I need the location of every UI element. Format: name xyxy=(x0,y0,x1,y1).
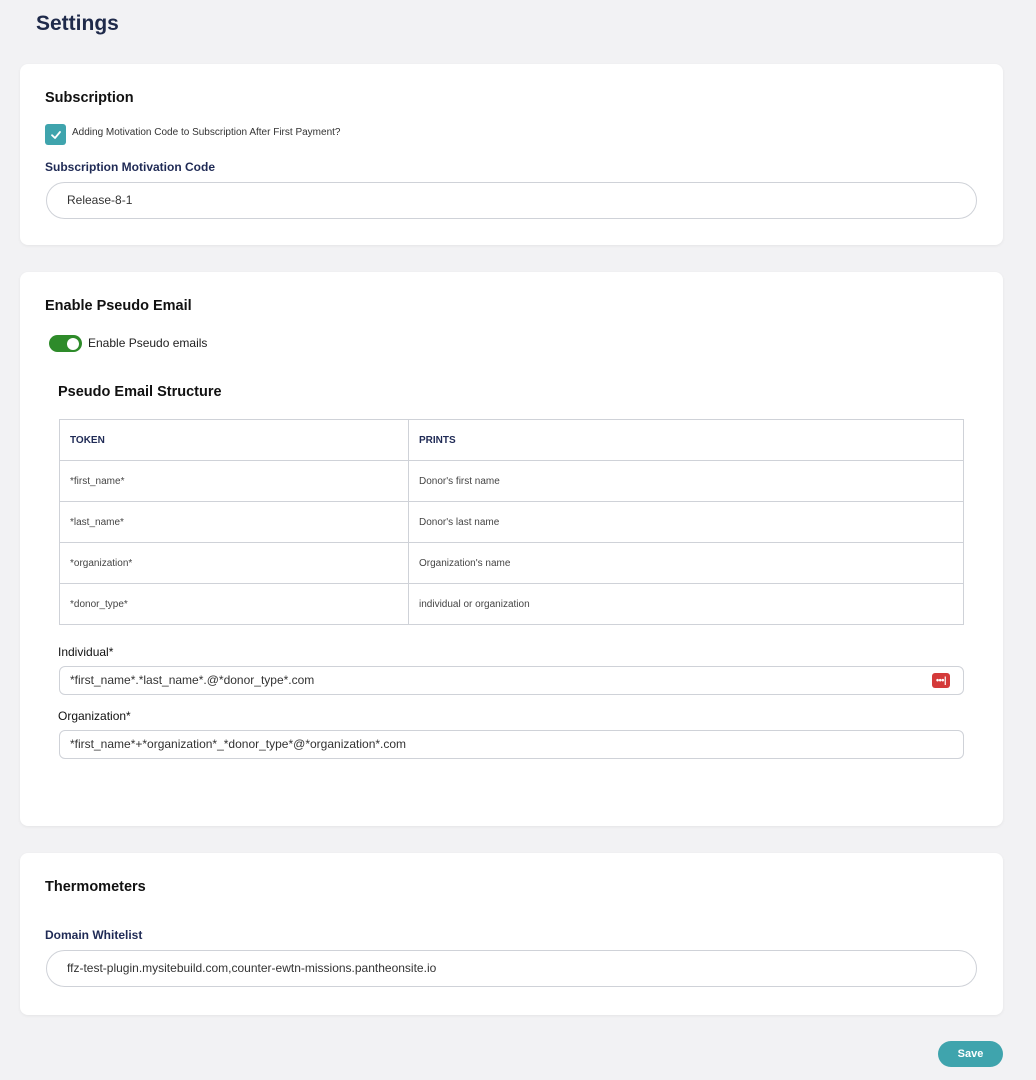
token-cell: *donor_type* xyxy=(60,584,409,625)
save-button[interactable]: Save xyxy=(938,1041,1003,1067)
prints-cell: Donor's last name xyxy=(409,502,964,543)
table-row xyxy=(60,584,964,625)
pseudo-email-structure-title: Pseudo Email Structure xyxy=(58,384,222,400)
motivation-code-label: Subscription Motivation Code xyxy=(45,160,215,174)
password-manager-icon[interactable]: •••| xyxy=(932,673,950,688)
pseudo-email-card xyxy=(20,272,1003,826)
pseudo-email-toggle[interactable] xyxy=(49,335,82,352)
table-header-prints: PRINTS xyxy=(409,420,964,461)
motivation-code-input[interactable]: Release-8-1 xyxy=(46,182,977,219)
table-row xyxy=(60,461,964,502)
checkmark-icon xyxy=(50,129,62,141)
table-header-token: TOKEN xyxy=(60,420,409,461)
token-cell: *last_name* xyxy=(60,502,409,543)
thermometers-title: Thermometers xyxy=(45,879,146,895)
individual-input-value: *first_name*.*last_name*.@*donor_type*.com xyxy=(70,673,315,687)
prints-cell: Donor's first name xyxy=(409,461,964,502)
motivation-code-checkbox[interactable] xyxy=(45,124,66,145)
table-header-row xyxy=(60,420,964,461)
domain-whitelist-label: Domain Whitelist xyxy=(45,928,143,942)
organization-label: Organization* xyxy=(58,709,131,723)
token-cell: *organization* xyxy=(60,543,409,584)
prints-cell: individual or organization xyxy=(409,584,964,625)
pseudo-email-title: Enable Pseudo Email xyxy=(45,298,192,314)
table-row xyxy=(60,543,964,584)
thermometers-card xyxy=(20,853,1003,1015)
individual-input[interactable] xyxy=(59,666,964,695)
motivation-code-checkbox-label: Adding Motivation Code to Subscription After First Payment? xyxy=(72,127,341,138)
prints-cell: Organization's name xyxy=(409,543,964,584)
table-row xyxy=(60,502,964,543)
subscription-title: Subscription xyxy=(45,90,134,106)
token-cell: *first_name* xyxy=(60,461,409,502)
organization-input[interactable]: *first_name*+*organization*_*donor_type*@*organization*.com xyxy=(59,730,964,759)
domain-whitelist-input[interactable]: ffz-test-plugin.mysitebuild.com,counter-ewtn-missions.pantheonsite.io xyxy=(46,950,977,987)
individual-label: Individual* xyxy=(58,645,114,659)
page-title: Settings xyxy=(36,12,119,35)
toggle-knob xyxy=(67,338,79,350)
pseudo-email-toggle-label: Enable Pseudo emails xyxy=(88,336,208,350)
token-table xyxy=(59,419,964,625)
subscription-card xyxy=(20,64,1003,245)
